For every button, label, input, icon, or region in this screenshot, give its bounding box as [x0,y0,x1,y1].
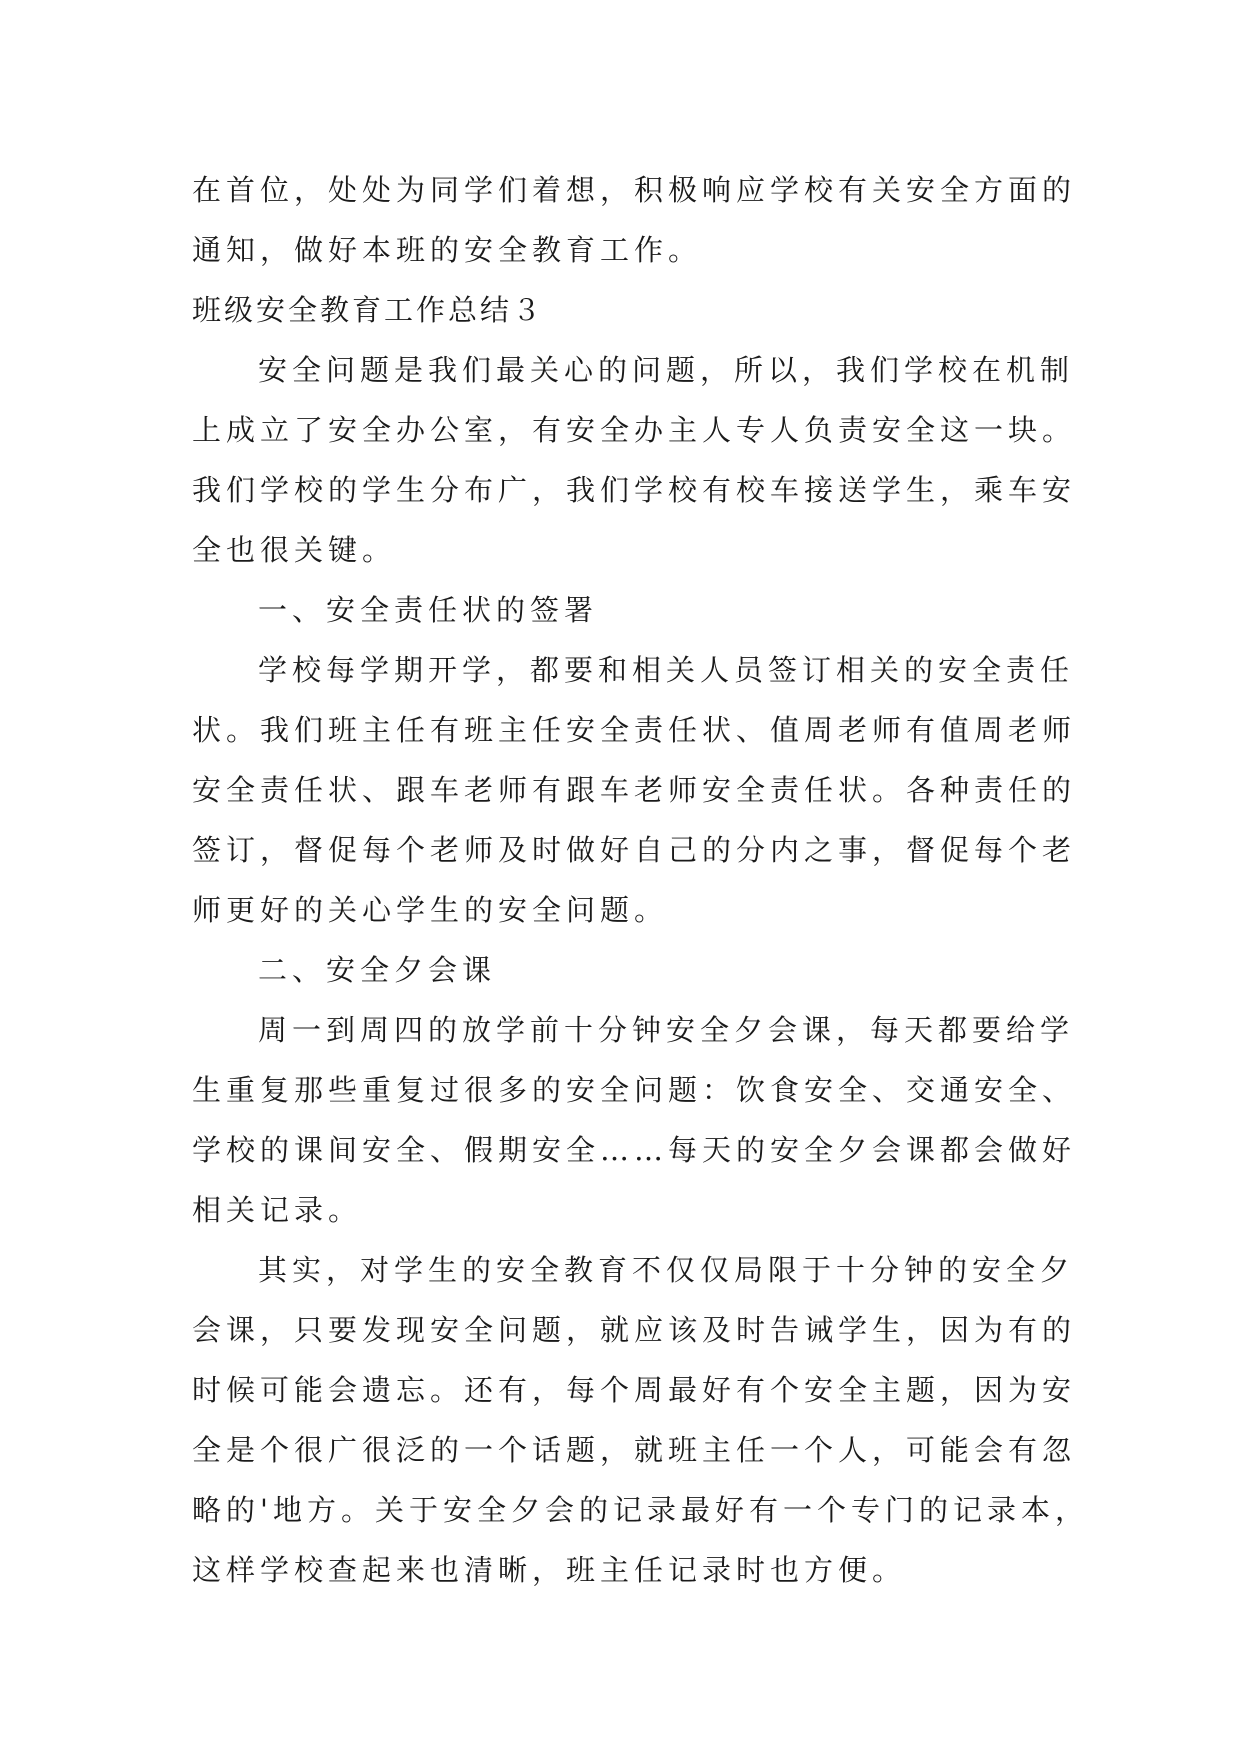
paragraph-line: 在首位，处处为同学们着想，积极响应学校有关安全方面的 [192,173,1077,207]
paragraph-line: 签订，督促每个老师及时做好自己的分内之事，督促每个老 [192,833,1077,867]
subheading: 二、安全夕会课 [258,953,497,987]
paragraph-line: 我们学校的学生分布广，我们学校有校车接送学生，乘车安 [192,473,1077,507]
paragraph-line: 其实，对学生的安全教育不仅仅局限于十分钟的安全夕 [258,1253,1075,1287]
paragraph-line: 这样学校查起来也清晰，班主任记录时也方便。 [192,1553,907,1587]
paragraph-line: 学校每学期开学，都要和相关人员签订相关的安全责任 [258,653,1075,687]
paragraph-line: 略的'地方。关于安全夕会的记录最好有一个专门的记录本， [192,1493,1089,1527]
paragraph-line: 通知，做好本班的安全教育工作。 [192,233,703,267]
paragraph-line: 全是个很广很泛的一个话题，就班主任一个人，可能会有忽 [192,1433,1077,1467]
paragraph-line: 师更好的关心学生的安全问题。 [192,893,669,927]
paragraph-line: 会课，只要发现安全问题，就应该及时告诫学生，因为有的 [192,1313,1077,1347]
paragraph-line: 安全责任状、跟车老师有跟车老师安全责任状。各种责任的 [192,773,1077,807]
paragraph-line: 学校的课间安全、假期安全……每天的安全夕会课都会做好 [192,1133,1077,1167]
paragraph-line: 相关记录。 [192,1193,363,1227]
document-page [192,160,1089,1600]
paragraph-line: 安全问题是我们最关心的问题，所以，我们学校在机制 [258,353,1075,387]
subheading: 一、安全责任状的签署 [258,593,599,627]
paragraph-line: 时候可能会遗忘。还有，每个周最好有个安全主题，因为安 [192,1373,1077,1407]
paragraph-line: 周一到周四的放学前十分钟安全夕会课，每天都要给学 [258,1013,1075,1047]
section-title: 班级安全教育工作总结３ [192,293,545,327]
paragraph-line: 生重复那些重复过很多的安全问题：饮食安全、交通安全、 [192,1073,1077,1107]
paragraph-line: 上成立了安全办公室，有安全办主人专人负责安全这一块。 [192,413,1077,447]
paragraph-line: 全也很关键。 [192,533,397,567]
paragraph-line: 状。我们班主任有班主任安全责任状、值周老师有值周老师 [192,713,1077,747]
